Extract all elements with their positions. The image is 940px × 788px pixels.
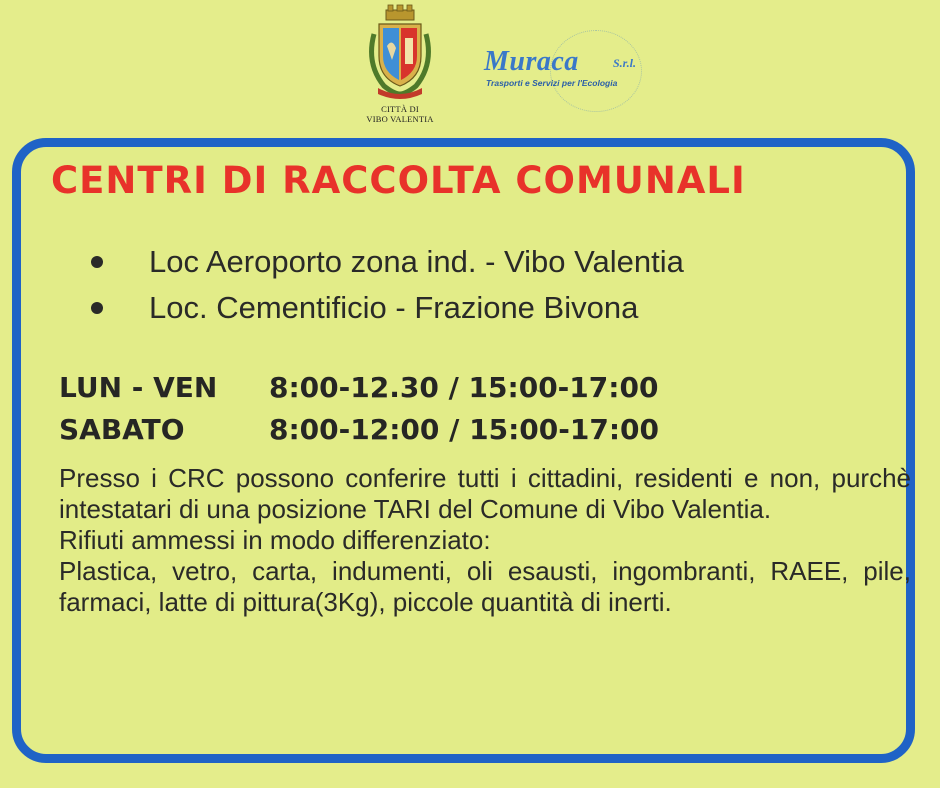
- hours-time: 8:00-12:00 / 15:00-17:00: [269, 413, 659, 446]
- header-logos: [0, 0, 940, 140]
- crest-caption-line2: VIBO VALENTIA: [366, 114, 434, 124]
- hours-day: LUN - VEN: [59, 371, 218, 404]
- crest-caption-line1: CITTÀ DI: [381, 104, 419, 114]
- locations-list: [91, 239, 684, 331]
- muraca-logo: [480, 44, 660, 104]
- bullet-icon: [91, 256, 103, 268]
- waste-list-text: Plastica, vetro, carta, indumenti, oli esausti, ingombranti, RAEE, pile, farmaci, latte di pittura(3Kg), piccole quantità di inerti.: [59, 556, 911, 617]
- panel-title: CENTRI DI RACCOLTA COMUNALI: [51, 159, 746, 202]
- location-text: Loc. Cementificio - Frazione Bivona: [149, 290, 639, 325]
- muraca-suffix: S.r.l.: [613, 56, 637, 70]
- info-panel: [12, 138, 915, 763]
- hours-day: SABATO: [59, 413, 185, 446]
- list-item: [91, 285, 684, 331]
- bullet-icon: [91, 302, 103, 314]
- city-crest-logo: [360, 4, 440, 130]
- hours-time: 8:00-12.30 / 15:00-17:00: [269, 371, 659, 404]
- notes-block: [59, 463, 911, 618]
- waste-heading: Rifiuti ammessi in modo differenziato:: [59, 525, 491, 555]
- location-text: Loc Aeroporto zona ind. - Vibo Valentia: [149, 244, 684, 279]
- muraca-tagline: Trasporti e Servizi per l'Ecologia: [486, 78, 618, 88]
- coat-of-arms-icon: [364, 4, 436, 104]
- list-item: [91, 239, 684, 285]
- muraca-name: Muraca: [484, 46, 579, 77]
- eligibility-text: Presso i CRC possono conferire tutti i cittadini, residenti e non, purchè intestatari di una posizione TARI del Comune di Vibo Valentia.: [59, 463, 911, 524]
